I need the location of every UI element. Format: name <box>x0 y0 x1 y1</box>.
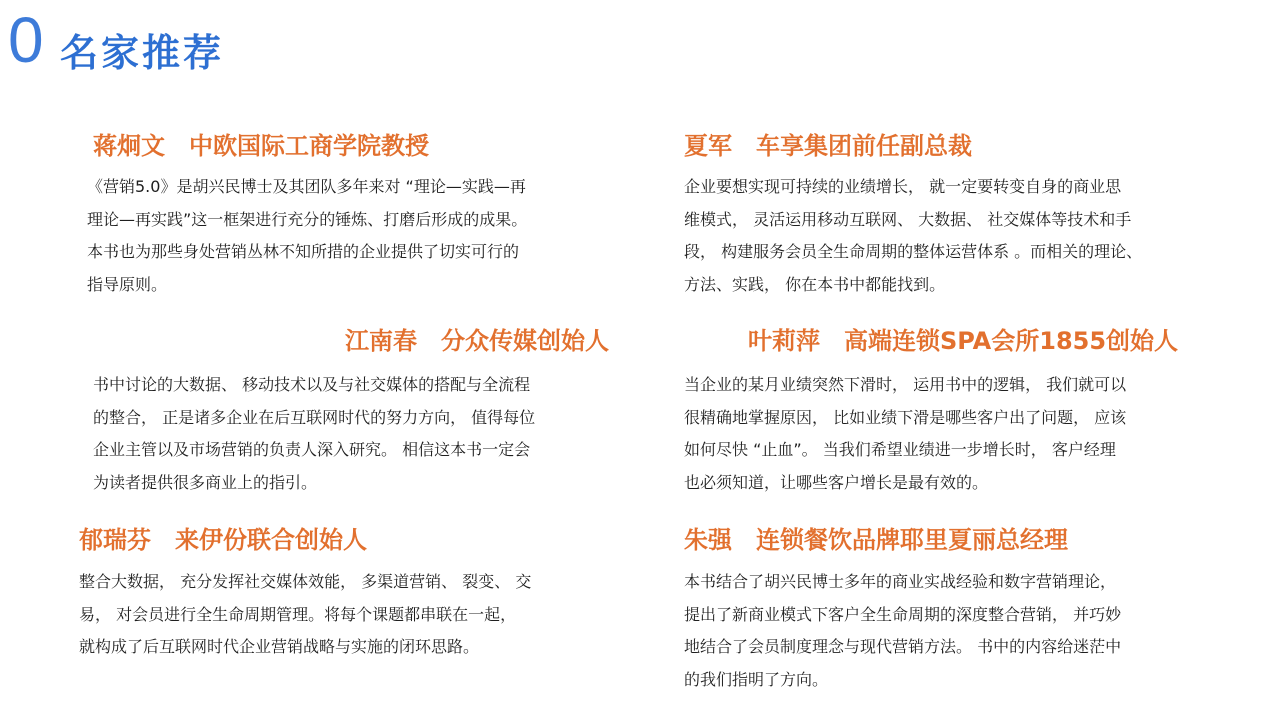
quote-line: 地结合了会员制度理念与现代营销方法。 书中的内容给迷茫中 <box>684 637 1122 656</box>
testimonial-author <box>684 130 1142 162</box>
quote-line: 的整合， 正是诸多企业在后互联网时代的努力方向， 值得每位 <box>93 407 536 427</box>
testimonial-jiang-jiongwen <box>87 130 528 301</box>
quote-line: 整合大数据， 充分发挥社交媒体效能， 多渠道营销、 裂变、 交 <box>79 572 532 591</box>
testimonial-zhu-qiang <box>684 524 1121 696</box>
quote-line: 段， 构建服务会员全生命周期的整体运营体系 。而相关的理论、 <box>684 242 1143 261</box>
author-name: 蒋炯文 <box>93 132 165 160</box>
testimonial-author <box>93 130 527 162</box>
quote-line: 维模式， 灵活运用移动互联网、 大数据、 社交媒体等技术和手 <box>684 209 1132 229</box>
quote-line: 方法、实践， 你在本书中都能找到。 <box>684 274 946 294</box>
author-name: 郁瑞芬 <box>79 526 151 554</box>
author-role: 高端连锁SPA会所1855创始人 <box>844 327 1179 355</box>
quote-line: 本书也为那些身处营销丛林不知所措的企业提供了切实可行的 <box>87 242 520 261</box>
author-role: 连锁餐饮品牌耶里夏丽总经理 <box>756 526 1068 554</box>
quote-line: 本书结合了胡兴民博士多年的商业实战经验和数字营销理论， <box>684 572 1117 591</box>
author-name: 夏军 <box>684 132 732 160</box>
author-role: 中欧国际工商学院教授 <box>189 132 429 160</box>
quote-line: 易， 对会员进行全生命周期管理。将每个课题都串联在一起， <box>79 604 517 624</box>
quote-line: 就构成了后互联网时代企业营销战略与实施的闭环思路。 <box>79 637 480 656</box>
quote-line: 书中讨论的大数据、 移动技术以及与社交媒体的搭配与全流程 <box>93 375 531 394</box>
quote-line: 指导原则。 <box>87 274 168 294</box>
testimonial-quote <box>684 566 1121 696</box>
author-role: 分众传媒创始人 <box>441 327 609 355</box>
testimonial-quote <box>684 369 1204 499</box>
quote-line: 也必须知道，让哪些客户增长是最有效的。 <box>684 472 989 492</box>
author-name: 朱强 <box>684 526 732 554</box>
testimonial-jiang-nanchun <box>93 325 613 499</box>
quote-line: 提出了新商业模式下客户全生命周期的深度整合营销， 并巧妙 <box>684 604 1122 624</box>
author-role: 来伊份联合创始人 <box>175 526 367 554</box>
testimonial-xia-jun <box>684 130 1142 301</box>
testimonial-yu-ruifen <box>79 524 531 664</box>
testimonial-quote <box>79 566 531 664</box>
testimonial-author <box>684 325 1204 357</box>
testimonial-quote <box>93 369 613 499</box>
quote-line: 理论—再实践”这一框架进行充分的锤炼、打磨后形成的成果。 <box>87 209 528 229</box>
quote-line: 为读者提供很多商业上的指引。 <box>93 472 318 492</box>
section-number: 0 <box>8 4 44 76</box>
quote-line: 当企业的某月业绩突然下滑时， 运用书中的逻辑， 我们就可以 <box>684 375 1127 394</box>
author-name: 叶莉萍 <box>748 327 820 355</box>
author-name: 江南春 <box>345 327 417 355</box>
testimonial-author <box>79 524 531 556</box>
quote-line: 如何尽快 “止血”。 当我们希望业绩进一步增长时， 客户经理 <box>684 440 1116 459</box>
testimonial-quote <box>684 171 1142 301</box>
quote-line: 企业要想实现可持续的业绩增长， 就一定要转变自身的商业思 <box>684 177 1122 196</box>
section-title: 名家推荐 <box>60 31 225 75</box>
author-role: 车享集团前任副总裁 <box>756 132 972 160</box>
testimonial-quote <box>87 171 527 301</box>
testimonial-author <box>684 524 1121 556</box>
quote-line: 很精确地掌握原因， 比如业绩下滑是哪些客户出了问题， 应该 <box>684 407 1127 427</box>
testimonial-ye-liping <box>684 325 1204 499</box>
quote-line: 《营销5.0》是胡兴民博士及其团队多年来对 “理论—实践—再 <box>87 177 526 196</box>
quote-line: 的我们指明了方向。 <box>684 669 829 689</box>
testimonial-author <box>93 325 613 357</box>
quote-line: 企业主管以及市场营销的负责人深入研究。 相信这本书一定会 <box>93 440 531 459</box>
